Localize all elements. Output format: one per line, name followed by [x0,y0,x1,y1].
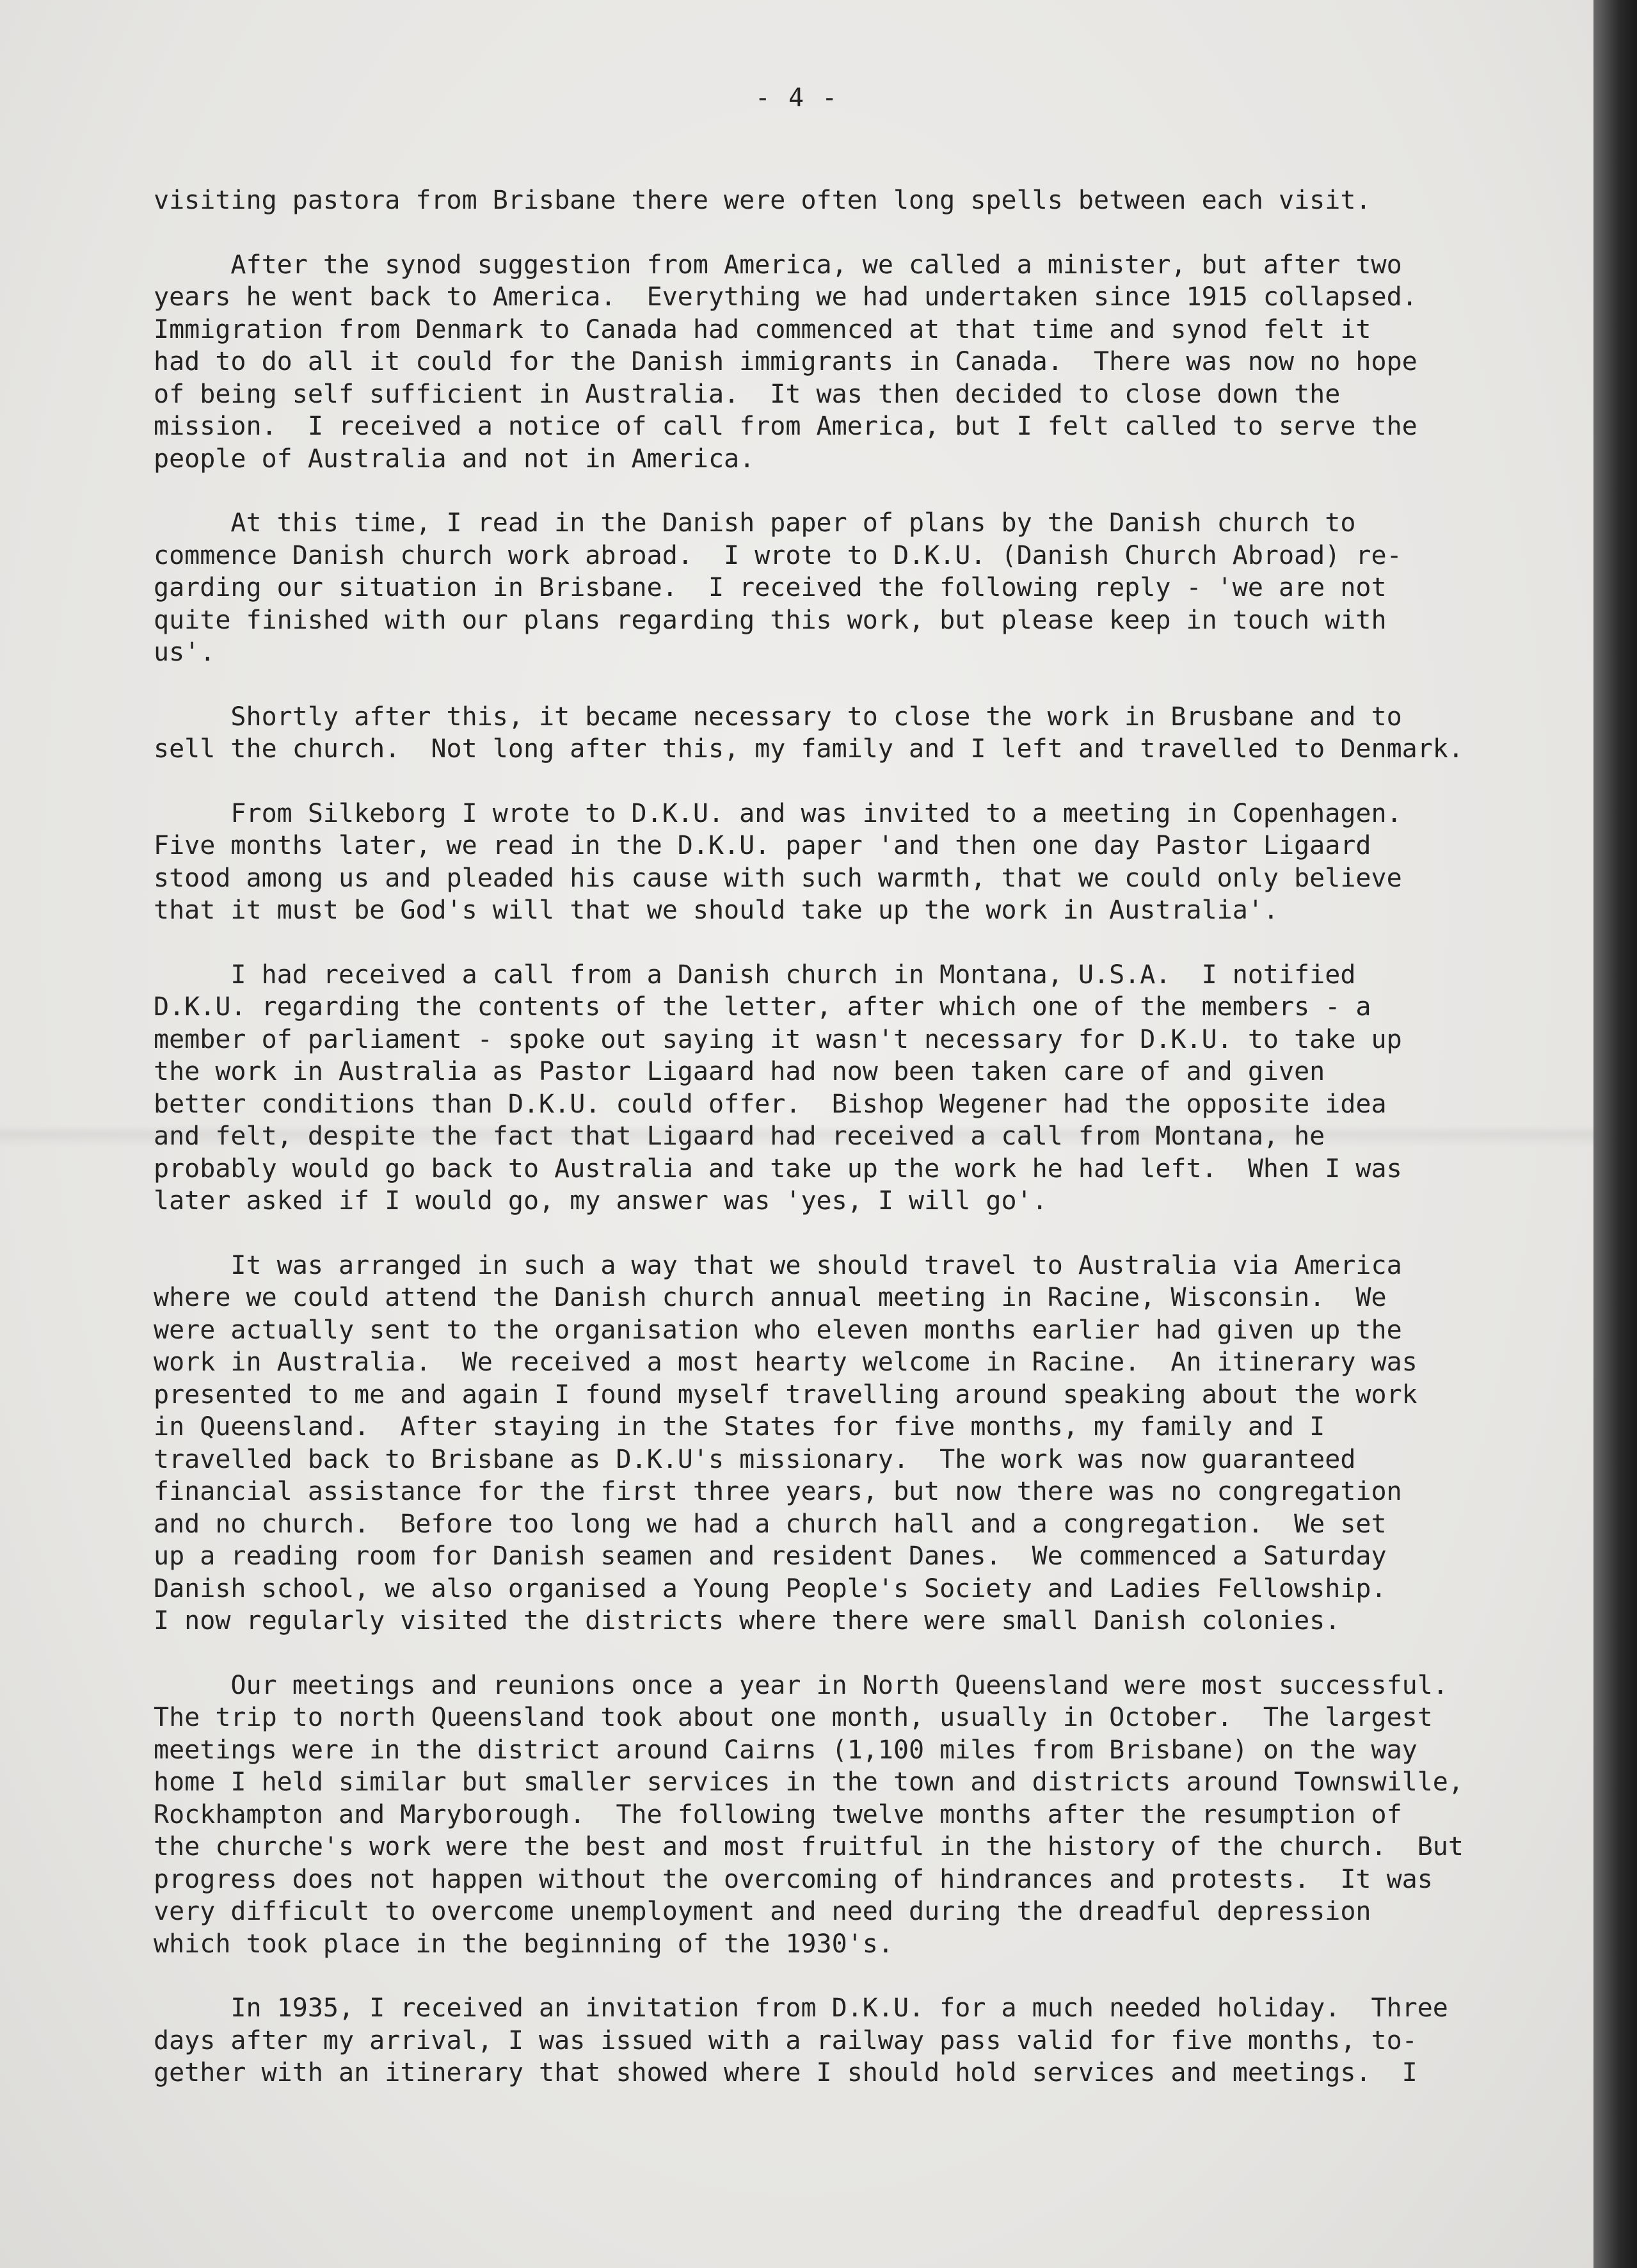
text-line: progress does not happen without the overcoming of hindrances and protests. It was [154,1864,1433,1894]
text-line: better conditions than D.K.U. could offer. Bishop Wegener had the opposite idea [154,1089,1387,1119]
text-line: mission. I received a notice of call from America, but I felt called to serve the [154,412,1417,441]
text-line: us'. [154,638,216,667]
paragraph [154,1250,1529,1637]
paragraph [154,1669,1529,1961]
text-line: in Queensland. After staying in the States for five months, my family and I [154,1412,1325,1442]
text-line: which took place in the beginning of the 1930's. [154,1929,893,1959]
text-line: gether with an itinerary that showed where I should hold services and meetings. I [154,2058,1417,2087]
text-line: up a reading room for Danish seamen and resident Danes. We commenced a Saturday [154,1541,1387,1571]
text-line: probably would go back to Australia and take up the work he had left. When I was [154,1154,1402,1184]
text-line: and no church. Before too long we had a church hall and a congregation. We set [154,1509,1387,1539]
text-line: After the synod suggestion from America, we called a minister, but after two [154,250,1402,280]
paragraph [154,184,1529,217]
text-line: the churche's work were the best and most fruitful in the history of the church. But [154,1832,1464,1862]
text-line: that it must be God's will that we should take up the work in Australia'. [154,896,1279,925]
text-line: In 1935, I received an invitation from D.K.U. for a much needed holiday. Three [154,1993,1448,2023]
text-line: meetings were in the district around Cairns (1,100 miles from Brisbane) on the way [154,1735,1417,1765]
text-line: quite finished with our plans regarding this work, but please keep in touch with [154,605,1387,635]
text-line: commence Danish church work abroad. I wrote to D.K.U. (Danish Church Abroad) re- [154,540,1402,570]
text-line: Immigration from Denmark to Canada had commenced at that time and synod felt it [154,314,1371,344]
text-line: work in Australia. We received a most hearty welcome in Racine. An itinerary was [154,1347,1417,1377]
text-line: years he went back to America. Everything we had undertaken since 1915 collapsed. [154,282,1417,312]
document-body [154,184,1529,2121]
text-line: Rockhampton and Maryborough. The following twelve months after the resumption of [154,1799,1402,1830]
text-line: very difficult to overcome unemployment and need during the dreadful depression [154,1897,1371,1926]
page-number: - 4 - [755,83,839,113]
text-line: sell the church. Not long after this, my family and I left and travelled to Denmark. [154,734,1464,764]
text-line: financial assistance for the first three years, but now there was no congregation [154,1477,1402,1506]
text-line: days after my arrival, I was issued with a railway pass valid for five months, to- [154,2025,1417,2055]
text-line: I had received a call from a Danish church in Montana, U.S.A. I notified [154,960,1356,990]
text-line: the work in Australia as Pastor Ligaard had now been taken care of and given [154,1057,1325,1086]
paragraph [154,1992,1529,2089]
paragraph [154,959,1529,1218]
paragraph [154,701,1529,766]
text-line: and felt, despite the fact that Ligaard had received a call from Montana, he [154,1122,1325,1151]
text-line: where we could attend the Danish church annual meeting in Racine, Wisconsin. We [154,1283,1387,1312]
paragraph [154,249,1529,476]
text-line: The trip to north Queensland took about one month, usually in October. The largest [154,1703,1433,1732]
text-line: were actually sent to the organisation who eleven months earlier had given up the [154,1315,1402,1345]
text-line: later asked if I would go, my answer was 'yes, I will go'. [154,1186,1048,1216]
text-line: Danish school, we also organised a Young People's Society and Ladies Fellowship. [154,1573,1387,1604]
text-line: had to do all it could for the Danish immigrants in Canada. There was now no hope [154,347,1417,376]
text-line: From Silkeborg I wrote to D.K.U. and was invited to a meeting in Copenhagen. [154,798,1402,828]
text-line: stood among us and pleaded his cause with such warmth, that we could only believe [154,863,1402,893]
text-line: Our meetings and reunions once a year in North Queensland were most successful. [154,1670,1448,1700]
scanner-background-edge [1593,0,1637,2268]
text-line: Shortly after this, it became necessary to close the work in Brusbane and to [154,702,1402,732]
text-line: travelled back to Brisbane as D.K.U's missionary. The work was now guaranteed [154,1444,1356,1474]
text-line: presented to me and again I found myself travelling around speaking about the work [154,1379,1417,1410]
text-line: people of Australia and not in America. [154,444,755,474]
text-line: of being self sufficient in Australia. It was then decided to close down the [154,379,1341,409]
text-line: home I held similar but smaller services in the town and districts around Townswille, [154,1767,1464,1797]
text-line: visiting pastora from Brisbane there were often long spells between each visit. [154,186,1371,215]
text-line: member of parliament - spoke out saying it wasn't necessary for D.K.U. to take up [154,1024,1402,1054]
text-line: It was arranged in such a way that we should travel to Australia via America [154,1250,1402,1280]
paragraph [154,798,1529,927]
paragraph [154,507,1529,669]
text-line: At this time, I read in the Danish paper of plans by the Danish church to [154,508,1356,538]
text-line: I now regularly visited the districts where there were small Danish colonies. [154,1606,1341,1636]
text-line: garding our situation in Brisbane. I received the following reply - 'we are not [154,573,1387,602]
text-line: D.K.U. regarding the contents of the letter, after which one of the members - a [154,992,1371,1022]
text-line: Five months later, we read in the D.K.U. paper 'and then one day Pastor Ligaard [154,831,1371,860]
